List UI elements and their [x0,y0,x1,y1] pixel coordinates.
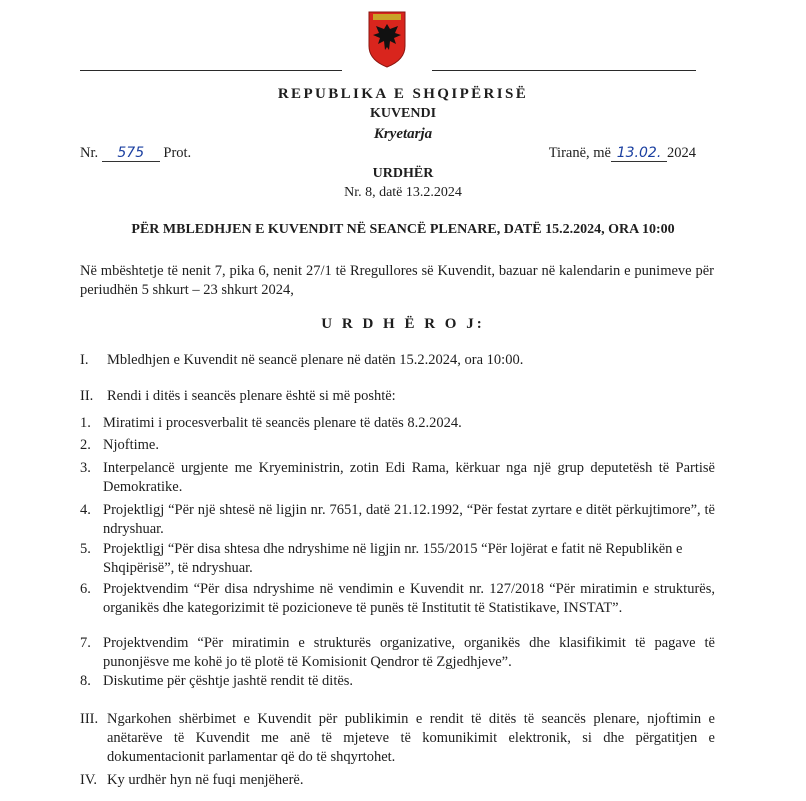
agenda-item-number: 3. [80,460,91,476]
handwritten-date: 13.02. [611,146,667,162]
issue-date [549,145,696,162]
protocol-number [80,145,191,162]
number-label: Nr. [80,145,99,161]
agenda-item-number: 8. [80,673,91,689]
order-number-date: Nr. 8, datë 13.2.2024 [344,185,462,200]
agenda-item-number: 7. [80,635,91,651]
agenda-item-text: Projektvendim “Për disa ndryshime në vendimin e Kuvendit nr. 127/2018 “Për miratimin e strukturës, organikës dhe kategorizimit të pozicioneve të punës të Institutit të Statistikave, INSTAT”. [103,581,715,616]
section-text: Mbledhjen e Kuvendit në seancë plenare në datën 15.2.2024, ora 10:00. [107,352,524,368]
agenda-item-number: 4. [80,502,91,518]
agenda-item-number: 5. [80,541,91,557]
agenda-item-text: Miratimi i procesverbalit të seancës plenare të datës 8.2.2024. [103,415,462,431]
order-subject: PËR MBLEDHJEN E KUVENDIT NË SEANCË PLENARE, DATË 15.2.2024, ORA 10:00 [131,222,675,237]
legal-basis-paragraph: Në mbështetje të nenit 7, pika 6, nenit 27/1 të Rregullores së Kuvendit, bazuar në kalendarin e punimeve për periudhën 5 shkurt – 23 shkurt 2024, [80,263,714,298]
header-rule-left [80,70,342,71]
office-heading: Kryetarja [373,126,433,142]
republic-heading: REPUBLIKA E SHQIPËRISË [277,86,529,102]
albanian-coat-of-arms-icon [367,10,407,68]
section-text: Rendi i ditës i seancës plenare është si më poshtë: [107,388,396,404]
section-number: II. [80,388,94,404]
agenda-item-text: Diskutime për çështje jashtë rendit të ditës. [103,673,354,689]
agenda-item-text: Projektligj “Për një shtesë në ligjin nr. 7651, datë 21.12.1992, “Për festat zyrtare e ditët përkujtimore”, të ndryshuar. [103,502,715,537]
section-text: Ngarkohen shërbimet e Kuvendit për publikimin e rendit të ditës të seancës plenare, njoftimin e anëtarëve të Kuvendit me anë të mjeteve të komunikimit elektronik, si dhe përgatitjen e dokumentacionit parlamentar që do të shqyrtohet. [107,711,715,765]
agenda-item-text: Projektvendim “Për miratimin e strukturës organizative, organikës dhe klasifikimit të pagave të punonjësve me kohë jo të plotë të Komisionit Qendror të Zgjedhjeve”. [103,635,715,670]
institution-heading: KUVENDI [369,106,437,121]
section-text: Ky urdhër hyn në fuqi menjëherë. [107,772,304,788]
section-number: I. [80,352,89,368]
agenda-item-number: 6. [80,581,91,597]
agenda-item-number: 1. [80,415,91,431]
date-year: 2024 [667,145,696,161]
section-number: III. [80,711,99,727]
agenda-item-number: 2. [80,437,91,453]
section-number: IV. [80,772,98,788]
order-title: URDHËR [372,166,434,181]
header-rule-right [432,70,696,71]
handwritten-number: 575 [102,146,160,162]
ordering-heading: U R D H Ë R O J: [321,316,485,332]
protocol-label: Prot. [163,145,192,161]
agenda-item-text: Interpelancë urgjente me Kryeministrin, zotin Edi Rama, kërkuar nga një grup deputetësh të Partisë Demokratike. [103,460,715,495]
agenda-item-text: Projektligj “Për disa shtesa dhe ndryshime në ligjin nr. 155/2015 “Për lojërat e fatit në Republikën e Shqipërisë”, të ndryshuar. [103,541,683,576]
agenda-item-text: Njoftime. [103,437,159,453]
place-label: Tiranë, më [548,145,611,161]
